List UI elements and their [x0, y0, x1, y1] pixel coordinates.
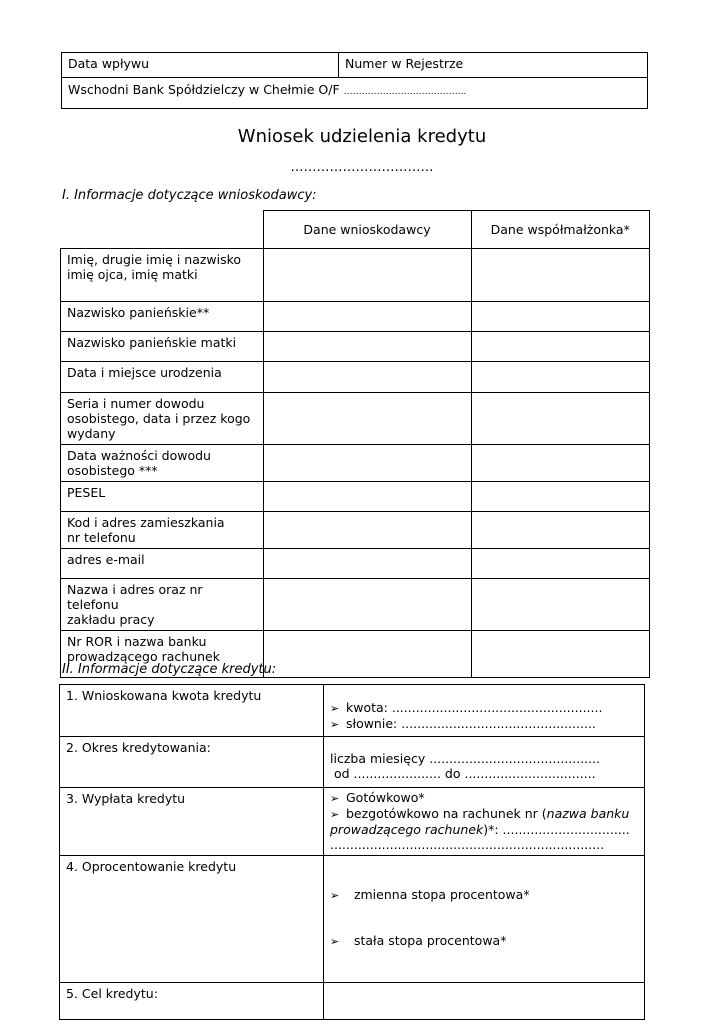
applicant-row-label-cell — [61, 249, 264, 302]
purpose-label: 5. Cel kredytu: — [66, 986, 158, 1001]
applicant-row-label-cell — [61, 393, 264, 445]
fixed-rate-option[interactable]: stała stopa procentowa* — [346, 933, 507, 948]
applicant-data-field[interactable] — [263, 332, 471, 362]
spouse-data-field[interactable] — [471, 631, 650, 678]
applicant-row-label-cell — [61, 302, 264, 332]
spouse-data-field[interactable] — [471, 549, 650, 579]
purpose-label-cell — [60, 983, 324, 1020]
applicant-row — [61, 393, 650, 445]
applicant-row — [61, 249, 650, 302]
application-number-line: …………………………… — [290, 160, 434, 175]
spouse-data-field[interactable] — [471, 393, 650, 445]
applicant-row — [61, 332, 650, 362]
applicant-data-field[interactable] — [263, 302, 471, 332]
credit-period-field[interactable] — [324, 737, 645, 788]
col-header-spouse — [471, 211, 650, 249]
arrowhead-bullet-icon: ➢ — [330, 889, 340, 902]
spouse-data-field[interactable] — [471, 249, 650, 302]
interest-field[interactable] — [324, 856, 645, 983]
applicant-data-field[interactable] — [263, 631, 471, 678]
interest-label-cell — [60, 856, 324, 983]
credit-amount-label-cell — [60, 685, 324, 737]
applicant-data-field[interactable] — [263, 579, 471, 631]
interest-label: 4. Oprocentowanie kredytu — [66, 859, 237, 874]
arrowhead-bullet-icon: ➢ — [330, 792, 340, 805]
payout-transfer-option[interactable]: bezgotówkowo na rachunek nr ( — [346, 806, 547, 821]
amount-line: kwota: ..................................................... — [346, 700, 603, 715]
arrowhead-bullet-icon: ➢ — [330, 935, 340, 948]
section1-heading: I. Informacje dotyczące wnioskodawcy: — [62, 188, 317, 203]
date-received-label: Data wpływu — [68, 56, 150, 71]
arrowhead-bullet-icon: ➢ — [330, 808, 340, 821]
applicant-row-label: PESEL — [67, 485, 106, 500]
spouse-data-field[interactable] — [471, 332, 650, 362]
applicant-row — [61, 482, 650, 512]
section2-heading: II. Informacje dotyczące kredytu: — [62, 662, 277, 677]
date-received-cell[interactable] — [62, 53, 339, 78]
applicant-row-label: Imię, drugie imię i nazwisko imię ojca, imię matki — [67, 252, 242, 282]
applicant-row-label: Data i miejsce urodzenia — [67, 365, 222, 380]
applicant-table — [60, 210, 650, 678]
payout-label-cell — [60, 788, 324, 856]
register-number-label: Numer w Rejestrze — [345, 56, 464, 71]
table-corner-cell — [61, 211, 264, 249]
period-from-to-line: od ...................... do ................................. — [330, 766, 596, 781]
credit-table — [59, 684, 645, 1020]
applicant-row-label-cell — [61, 549, 264, 579]
payout-field[interactable] — [324, 788, 645, 856]
arrowhead-bullet-icon: ➢ — [330, 702, 340, 715]
applicant-data-field[interactable] — [263, 549, 471, 579]
applicant-row-label: Nr ROR i nazwa banku prowadzącego rachunek — [67, 634, 220, 664]
amount-words-line: słownie: ................................................. — [346, 716, 596, 731]
purpose-field[interactable] — [324, 983, 645, 1020]
applicant-row-label-cell — [61, 482, 264, 512]
spouse-data-field[interactable] — [471, 482, 650, 512]
applicant-row-label-cell — [61, 445, 264, 482]
payout-bank-name-hint: nazwa banku — [546, 806, 630, 821]
applicant-data-field[interactable] — [263, 249, 471, 302]
months-line: liczba miesięcy ........................................... — [330, 751, 601, 766]
spouse-data-field[interactable] — [471, 512, 650, 549]
applicant-row — [61, 302, 650, 332]
spouse-data-field[interactable] — [471, 579, 650, 631]
spouse-data-field[interactable] — [471, 302, 650, 332]
applicant-data-field[interactable] — [263, 393, 471, 445]
credit-amount-field[interactable] — [324, 685, 645, 737]
applicant-data-field[interactable] — [263, 512, 471, 549]
page-title: Wniosek udzielenia kredytu — [237, 126, 487, 147]
credit-amount-label: 1. Wnioskowana kwota kredytu — [66, 688, 262, 703]
spouse-data-field[interactable] — [471, 362, 650, 393]
spouse-data-field[interactable] — [471, 445, 650, 482]
applicant-row-label-cell — [61, 512, 264, 549]
payout-cash-option[interactable]: Gotówkowo* — [346, 790, 425, 805]
applicant-row-label-cell — [61, 332, 264, 362]
payout-account-hint: prowadzącego rachunek — [330, 822, 484, 837]
applicant-row-label: Seria i numer dowodu osobistego, data i przez kogo wydany — [67, 396, 251, 441]
applicant-row-label: Nazwa i adres oraz nr telefonu zakładu pracy — [67, 582, 203, 627]
applicant-row-label-cell — [61, 579, 264, 631]
applicant-data-field[interactable] — [263, 362, 471, 393]
col-header-applicant-label: Dane wnioskodawcy — [303, 222, 431, 237]
applicant-data-field[interactable] — [263, 482, 471, 512]
credit-period-label-cell — [60, 737, 324, 788]
applicant-row — [61, 362, 650, 393]
applicant-row — [61, 512, 650, 549]
applicant-row — [61, 579, 650, 631]
applicant-row-label: Nazwisko panieńskie matki — [67, 335, 237, 350]
arrowhead-bullet-icon: ➢ — [330, 718, 340, 731]
applicant-data-field[interactable] — [263, 445, 471, 482]
applicant-row — [61, 445, 650, 482]
applicant-row-label-cell — [61, 362, 264, 393]
variable-rate-option[interactable]: zmienna stopa procentowa* — [346, 887, 530, 902]
payout-account-dots: )*: ................................ — [483, 822, 630, 837]
credit-period-label: 2. Okres kredytowania: — [66, 740, 211, 755]
applicant-row-label: Nazwisko panieńskie** — [67, 305, 210, 320]
col-header-applicant — [263, 211, 471, 249]
col-header-spouse-label: Dane współmałżonka* — [490, 222, 630, 237]
payout-label: 3. Wypłata kredytu — [66, 791, 186, 806]
payout-extra-dots: ..................................................................... — [330, 837, 605, 852]
applicant-row — [61, 549, 650, 579]
register-number-cell[interactable] — [339, 53, 648, 78]
applicant-row-label: Data ważności dowodu osobistego *** — [67, 448, 211, 478]
bank-branch-cell[interactable] — [62, 78, 648, 109]
applicant-row-label: Kod i adres zamieszkania nr telefonu — [67, 515, 225, 545]
header-box — [61, 52, 648, 109]
bank-name: Wschodni Bank Spółdzielczy w Chełmie O/F — [68, 82, 340, 97]
bank-branch-dots: ………………………………….. — [343, 87, 467, 97]
applicant-row-label: adres e-mail — [67, 552, 145, 567]
